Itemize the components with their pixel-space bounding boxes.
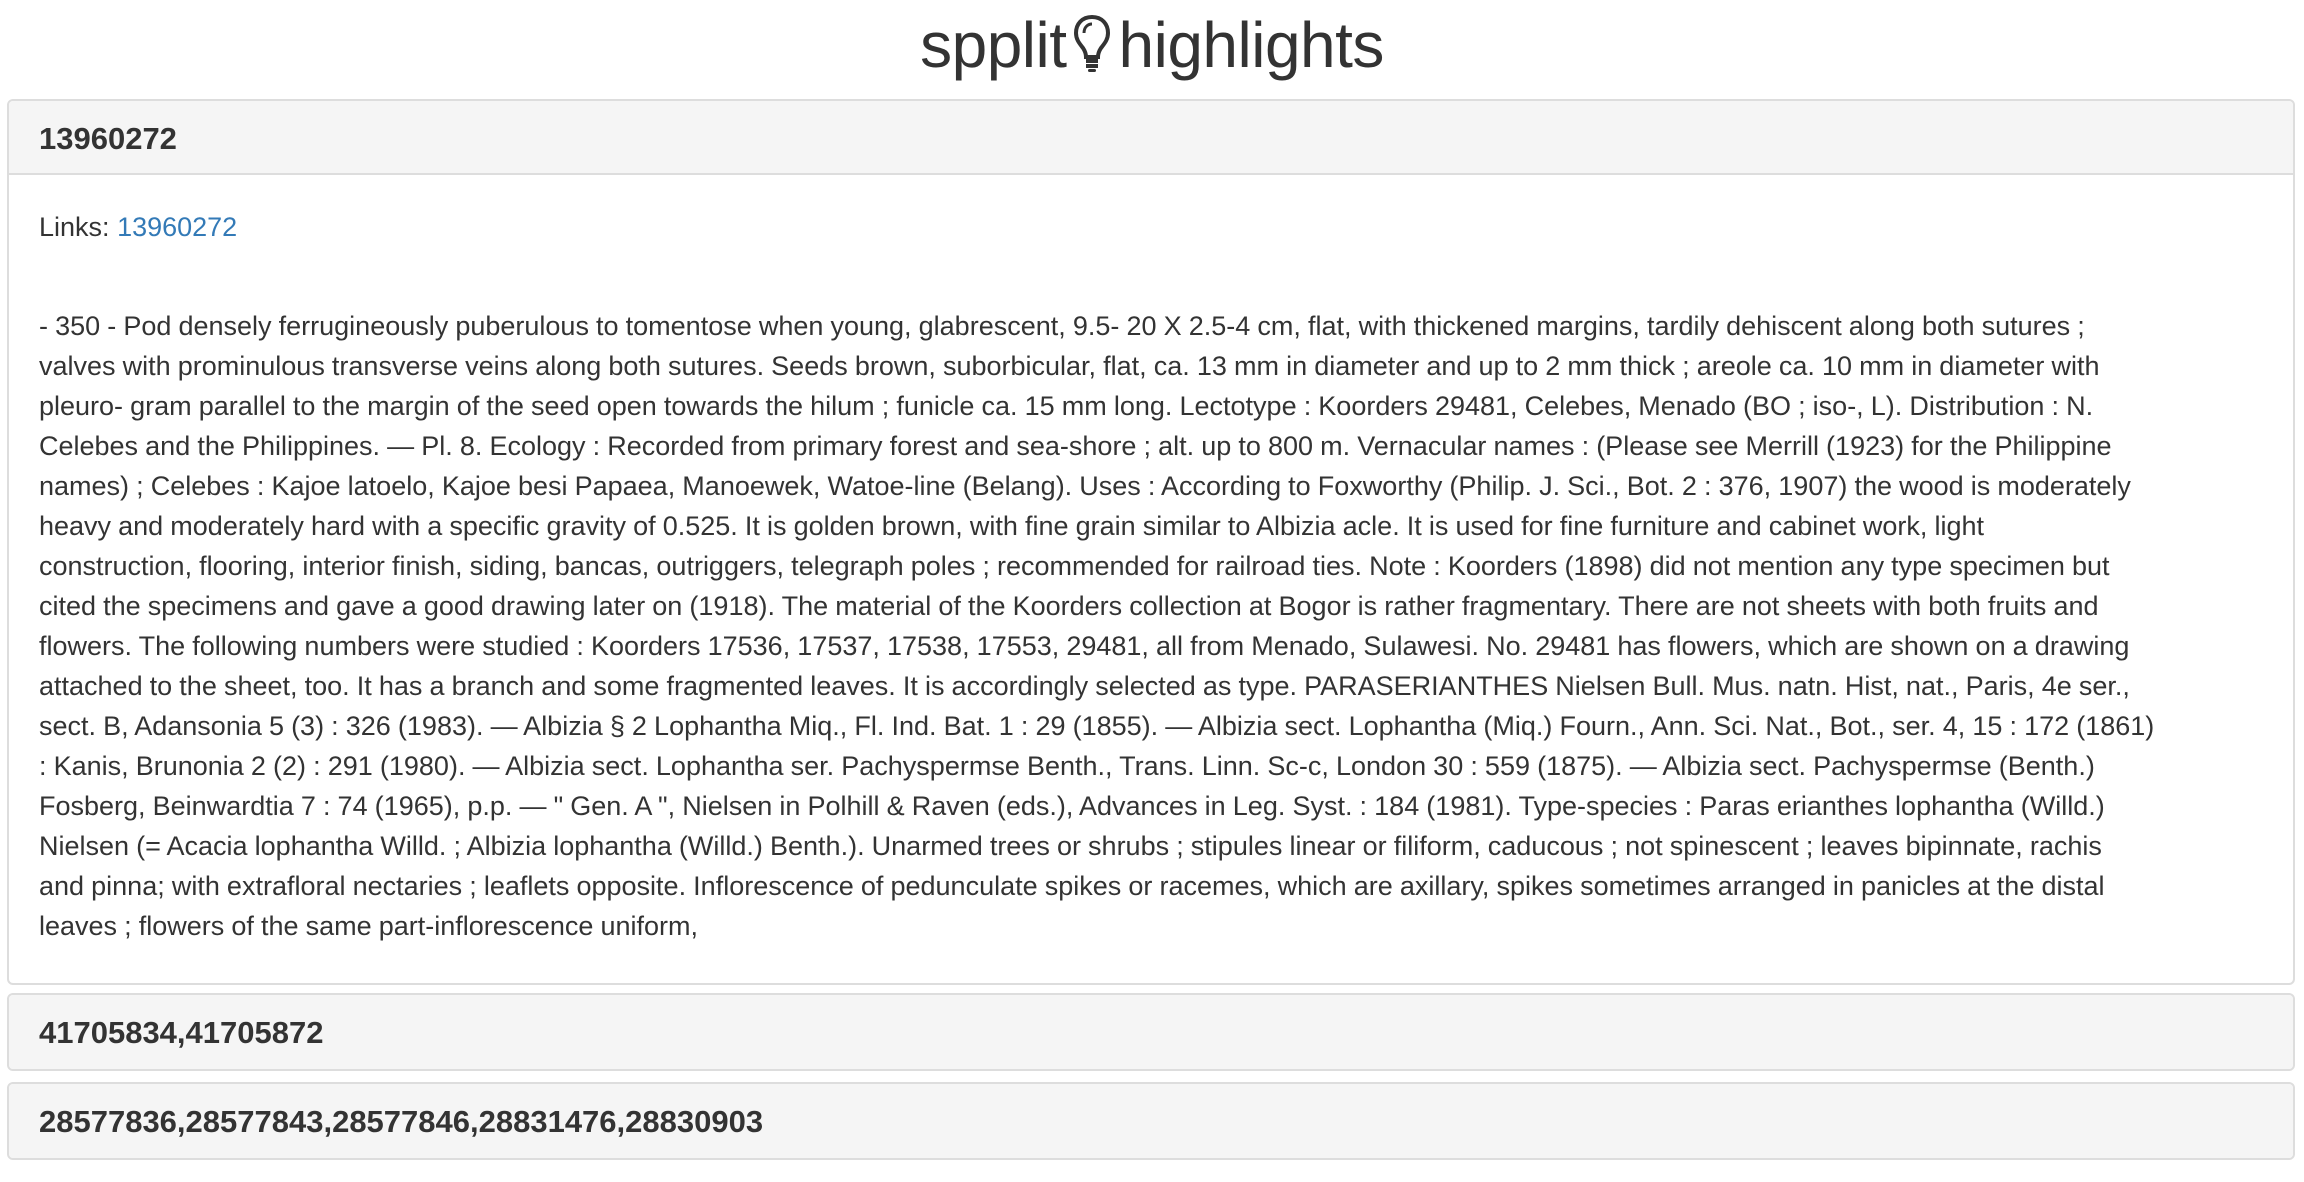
result-panel	[7, 99, 2295, 985]
text-line: cited the specimens and gave a good drawing later on (1918). The material of the Koorders collection at Bogor is rather fragmentary. There are not sheets with both fruits and	[39, 591, 2099, 621]
result-panel	[7, 1082, 2295, 1160]
result-panel	[7, 993, 2295, 1071]
text-line: flowers. The following numbers were studied : Koorders 17536, 17537, 17538, 17553, 29481, all from Menado, Sulawesi. No. 29481 has flowers, which are shown on a drawing	[39, 631, 2130, 661]
text-line: and pinna; with extrafloral nectaries ; leaflets opposite. Inflorescence of pedunculate spikes or racemes, which are axillary, spikes sometimes arranged in panicles at the distal	[39, 871, 2105, 901]
panel-heading[interactable]: 13960272	[9, 101, 2293, 175]
highlight-text	[39, 306, 2263, 946]
lightbulb-icon	[1073, 13, 1111, 73]
page-title-part1: spplit	[920, 9, 1067, 81]
page-title	[0, 0, 2304, 88]
text-line: : Kanis, Brunonia 2 (2) : 291 (1980). — Albizia sect. Lophantha ser. Pachyspermse Benth., Trans. Linn. Sc-c, London 30 : 559 (1875). — Albizia sect. Pachyspermse (Benth.)	[39, 751, 2095, 781]
text-line: Celebes and the Philippines. — Pl. 8. Ecology : Recorded from primary forest and sea-shore ; alt. up to 800 m. Vernacular names : (Please see Merrill (1923) for the Philippine	[39, 431, 2112, 461]
text-line: names) ; Celebes : Kajoe latoelo, Kajoe besi Papaea, Manoewek, Watoe-line (Belang). Uses : According to Foxworthy (Philip. J. Sci., Bot. 2 : 376, 1907) the wood is moderately	[39, 471, 2131, 501]
panel-heading[interactable]: 28577836,28577843,28577846,28831476,28830903	[9, 1084, 2293, 1158]
text-line: leaves ; flowers of the same part-inflorescence uniform,	[39, 911, 698, 941]
panel-heading[interactable]: 41705834,41705872	[9, 995, 2293, 1069]
text-line: sect. B, Adansonia 5 (3) : 326 (1983). — Albizia § 2 Lophantha Miq., Fl. Ind. Bat. 1 : 29 (1855). — Albizia sect. Lophantha (Miq.) Fourn., Ann. Sci. Nat., Bot., ser. 4, 15 : 172 (1861)	[39, 711, 2155, 741]
links-row	[39, 207, 2263, 247]
panel-body	[9, 175, 2293, 946]
text-line: attached to the sheet, too. It has a branch and some fragmented leaves. It is accordingly selected as type. PARASERIANTHES Nielsen Bull. Mus. natn. Hist, nat., Paris, 4e ser.,	[39, 671, 2130, 701]
text-line: valves with prominulous transverse veins along both sutures. Seeds brown, suborbicular, flat, ca. 13 mm in diameter and up to 2 mm thick ; areole ca. 10 mm in diameter with	[39, 351, 2100, 381]
text-line: - 350 - Pod densely ferrugineously puberulous to tomentose when young, glabrescent, 9.5- 20 X 2.5-4 cm, flat, with thickened margins, tardily dehiscent along both sutures ;	[39, 311, 2085, 341]
links-label: Links:	[39, 212, 110, 242]
text-line: pleuro- gram parallel to the margin of the seed open towards the hilum ; funicle ca. 15 mm long. Lectotype : Koorders 29481, Celebes, Menado (BO ; iso-, L). Distribution : N.	[39, 391, 2094, 421]
text-line: Fosberg, Beinwardtia 7 : 74 (1965), p.p. — " Gen. A ", Nielsen in Polhill & Raven (eds.), Advances in Leg. Syst. : 184 (1981). Type-species : Paras erianthes lophantha (Willd.)	[39, 791, 2105, 821]
text-line: construction, flooring, interior finish, siding, bancas, outriggers, telegraph poles ; recommended for railroad ties. Note : Koorders (1898) did not mention any type specimen but	[39, 551, 2110, 581]
text-line: Nielsen (= Acacia lophantha Willd. ; Albizia lophantha (Willd.) Benth.). Unarmed trees or shrubs ; stipules linear or filiform, caducous ; not spinescent ; leaves bipinnate, rachis	[39, 831, 2102, 861]
page-title-part2: highlights	[1118, 9, 1384, 81]
result-link[interactable]: 13960272	[117, 212, 238, 242]
text-line: heavy and moderately hard with a specific gravity of 0.525. It is golden brown, with fine grain similar to Albizia acle. It is used for fine furniture and cabinet work, light	[39, 511, 1984, 541]
